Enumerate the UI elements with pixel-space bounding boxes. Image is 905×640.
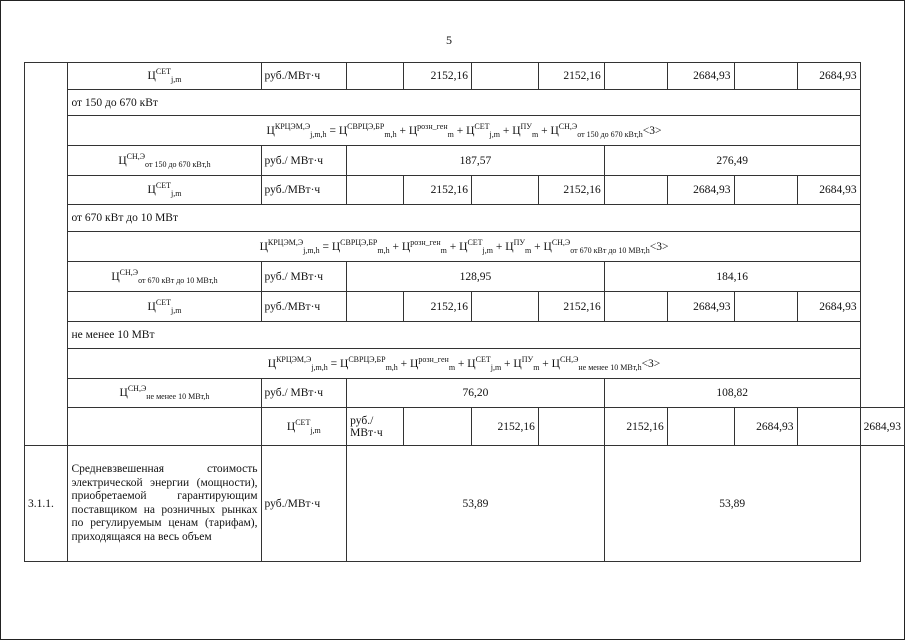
table-row [25,379,905,408]
section-heading: от 150 до 670 кВт [68,90,860,116]
value-cell: 2684,93 [797,292,860,322]
section-heading-row [25,205,905,232]
table-row [25,262,905,292]
table-row [25,408,905,446]
code-cell-empty [68,408,261,446]
value-cell: 108,82 [604,379,860,408]
symbol-c-net: $Ц^{СЕТ}_{j,m}$ [68,176,261,205]
value-cell: 2684,93 [667,176,734,205]
value-cell: 187,57 [347,146,605,176]
formula: $Ц^{КРЦЭМ,Э}_{j,m,h} = Ц^{СВРЦЭ,БР}_{m,h} + Ц^{розн\_ген}_m + Ц^{СЕТ}_{j,m} + Ц^{ПУ}_m + Ц^{СН,Э}_{от 150 до 670 кВт,h}<3>$ [68,116,860,146]
section-heading: от 670 кВт до 10 МВт [68,205,860,232]
value-cell: 2152,16 [604,408,667,446]
unit-cell: руб./МВт·ч [261,63,347,90]
symbol-c-net: $Ц^{СЕТ}_{j,m}$ [68,63,261,90]
formula: $Ц^{КРЦЭМ,Э}_{j,m,h} = Ц^{СВРЦЭ,БР}_{m,h} + Ц^{розн\_ген}_m + Ц^{СЕТ}_{j,m} + Ц^{ПУ}_m + Ц^{СН,Э}_{от 670 кВт до 10 МВт,h}<3>$ [68,232,860,262]
value-cell: 2684,93 [860,408,904,446]
formula-row [25,116,905,146]
value-cell: 53,89 [604,446,860,562]
unit-cell: руб./ МВт·ч [261,146,347,176]
symbol-c-sn: $Ц^{СН,Э}_{от 670 кВт до 10 МВт,h}$ [68,262,261,292]
item-description: Средневзвешенная стоимость электрической энергии (мощности), приобретаемой гарантирующим поставщиком на розничных рынках по регулируемым ценам (тарифам), приходящаяся на весь объем [68,446,261,562]
table-row [25,176,905,205]
section-heading-row [25,90,905,116]
value-cell: 2684,93 [797,63,860,90]
formula: $Ц^{КРЦЭМ,Э}_{j,m,h} = Ц^{СВРЦЭ,БР}_{m,h} + Ц^{розн\_ген}_m + Ц^{СЕТ}_{j,m} + Ц^{ПУ}_m + Ц^{СН,Э}_{не менее 10 МВт,h}<3>$ [68,349,860,379]
value-cell: 2152,16 [538,176,604,205]
unit-cell: руб./МВт·ч [347,408,404,446]
table-row [25,63,905,90]
unit-cell: руб./МВт·ч [261,292,347,322]
formula-row [25,349,905,379]
table-row [25,292,905,322]
code-cell-empty [25,63,68,446]
page-number: 5 [446,33,452,47]
unit-cell: руб./МВт·ч [261,176,347,205]
value-cell: 184,16 [604,262,860,292]
value-cell: 76,20 [347,379,605,408]
table-row [25,446,905,562]
value-cell: 2684,93 [667,292,734,322]
value-cell: 2684,93 [797,176,860,205]
value-cell: 128,95 [347,262,605,292]
value-cell: 2152,16 [538,63,604,90]
value-cell: 2152,16 [538,292,604,322]
value-cell: 276,49 [604,146,860,176]
symbol-c-net: $Ц^{СЕТ}_{j,m}$ [261,408,347,446]
section-heading: не менее 10 МВт [68,322,860,349]
value-cell: 2684,93 [734,408,797,446]
value-cell: 2684,93 [667,63,734,90]
item-code: 3.1.1. [25,446,68,562]
unit-cell: руб./ МВт·ч [261,379,347,408]
symbol-c-net: $Ц^{СЕТ}_{j,m}$ [68,292,261,322]
value-cell: 2152,16 [404,63,472,90]
unit-cell: руб./ МВт·ч [261,262,347,292]
symbol-c-sn: $Ц^{СН,Э}_{не менее 10 МВт,h}$ [68,379,261,408]
table-row [25,146,905,176]
value-cell: 2152,16 [404,292,472,322]
formula-row [25,232,905,262]
symbol-c-sn: $Ц^{СН,Э}_{от 150 до 670 кВт,h}$ [68,146,261,176]
value-cell: 2152,16 [472,408,539,446]
section-heading-row [25,322,905,349]
value-cell: 53,89 [347,446,605,562]
value-cell: 2152,16 [404,176,472,205]
tariff-table [24,62,905,562]
unit-cell: руб./МВт·ч [261,446,347,562]
